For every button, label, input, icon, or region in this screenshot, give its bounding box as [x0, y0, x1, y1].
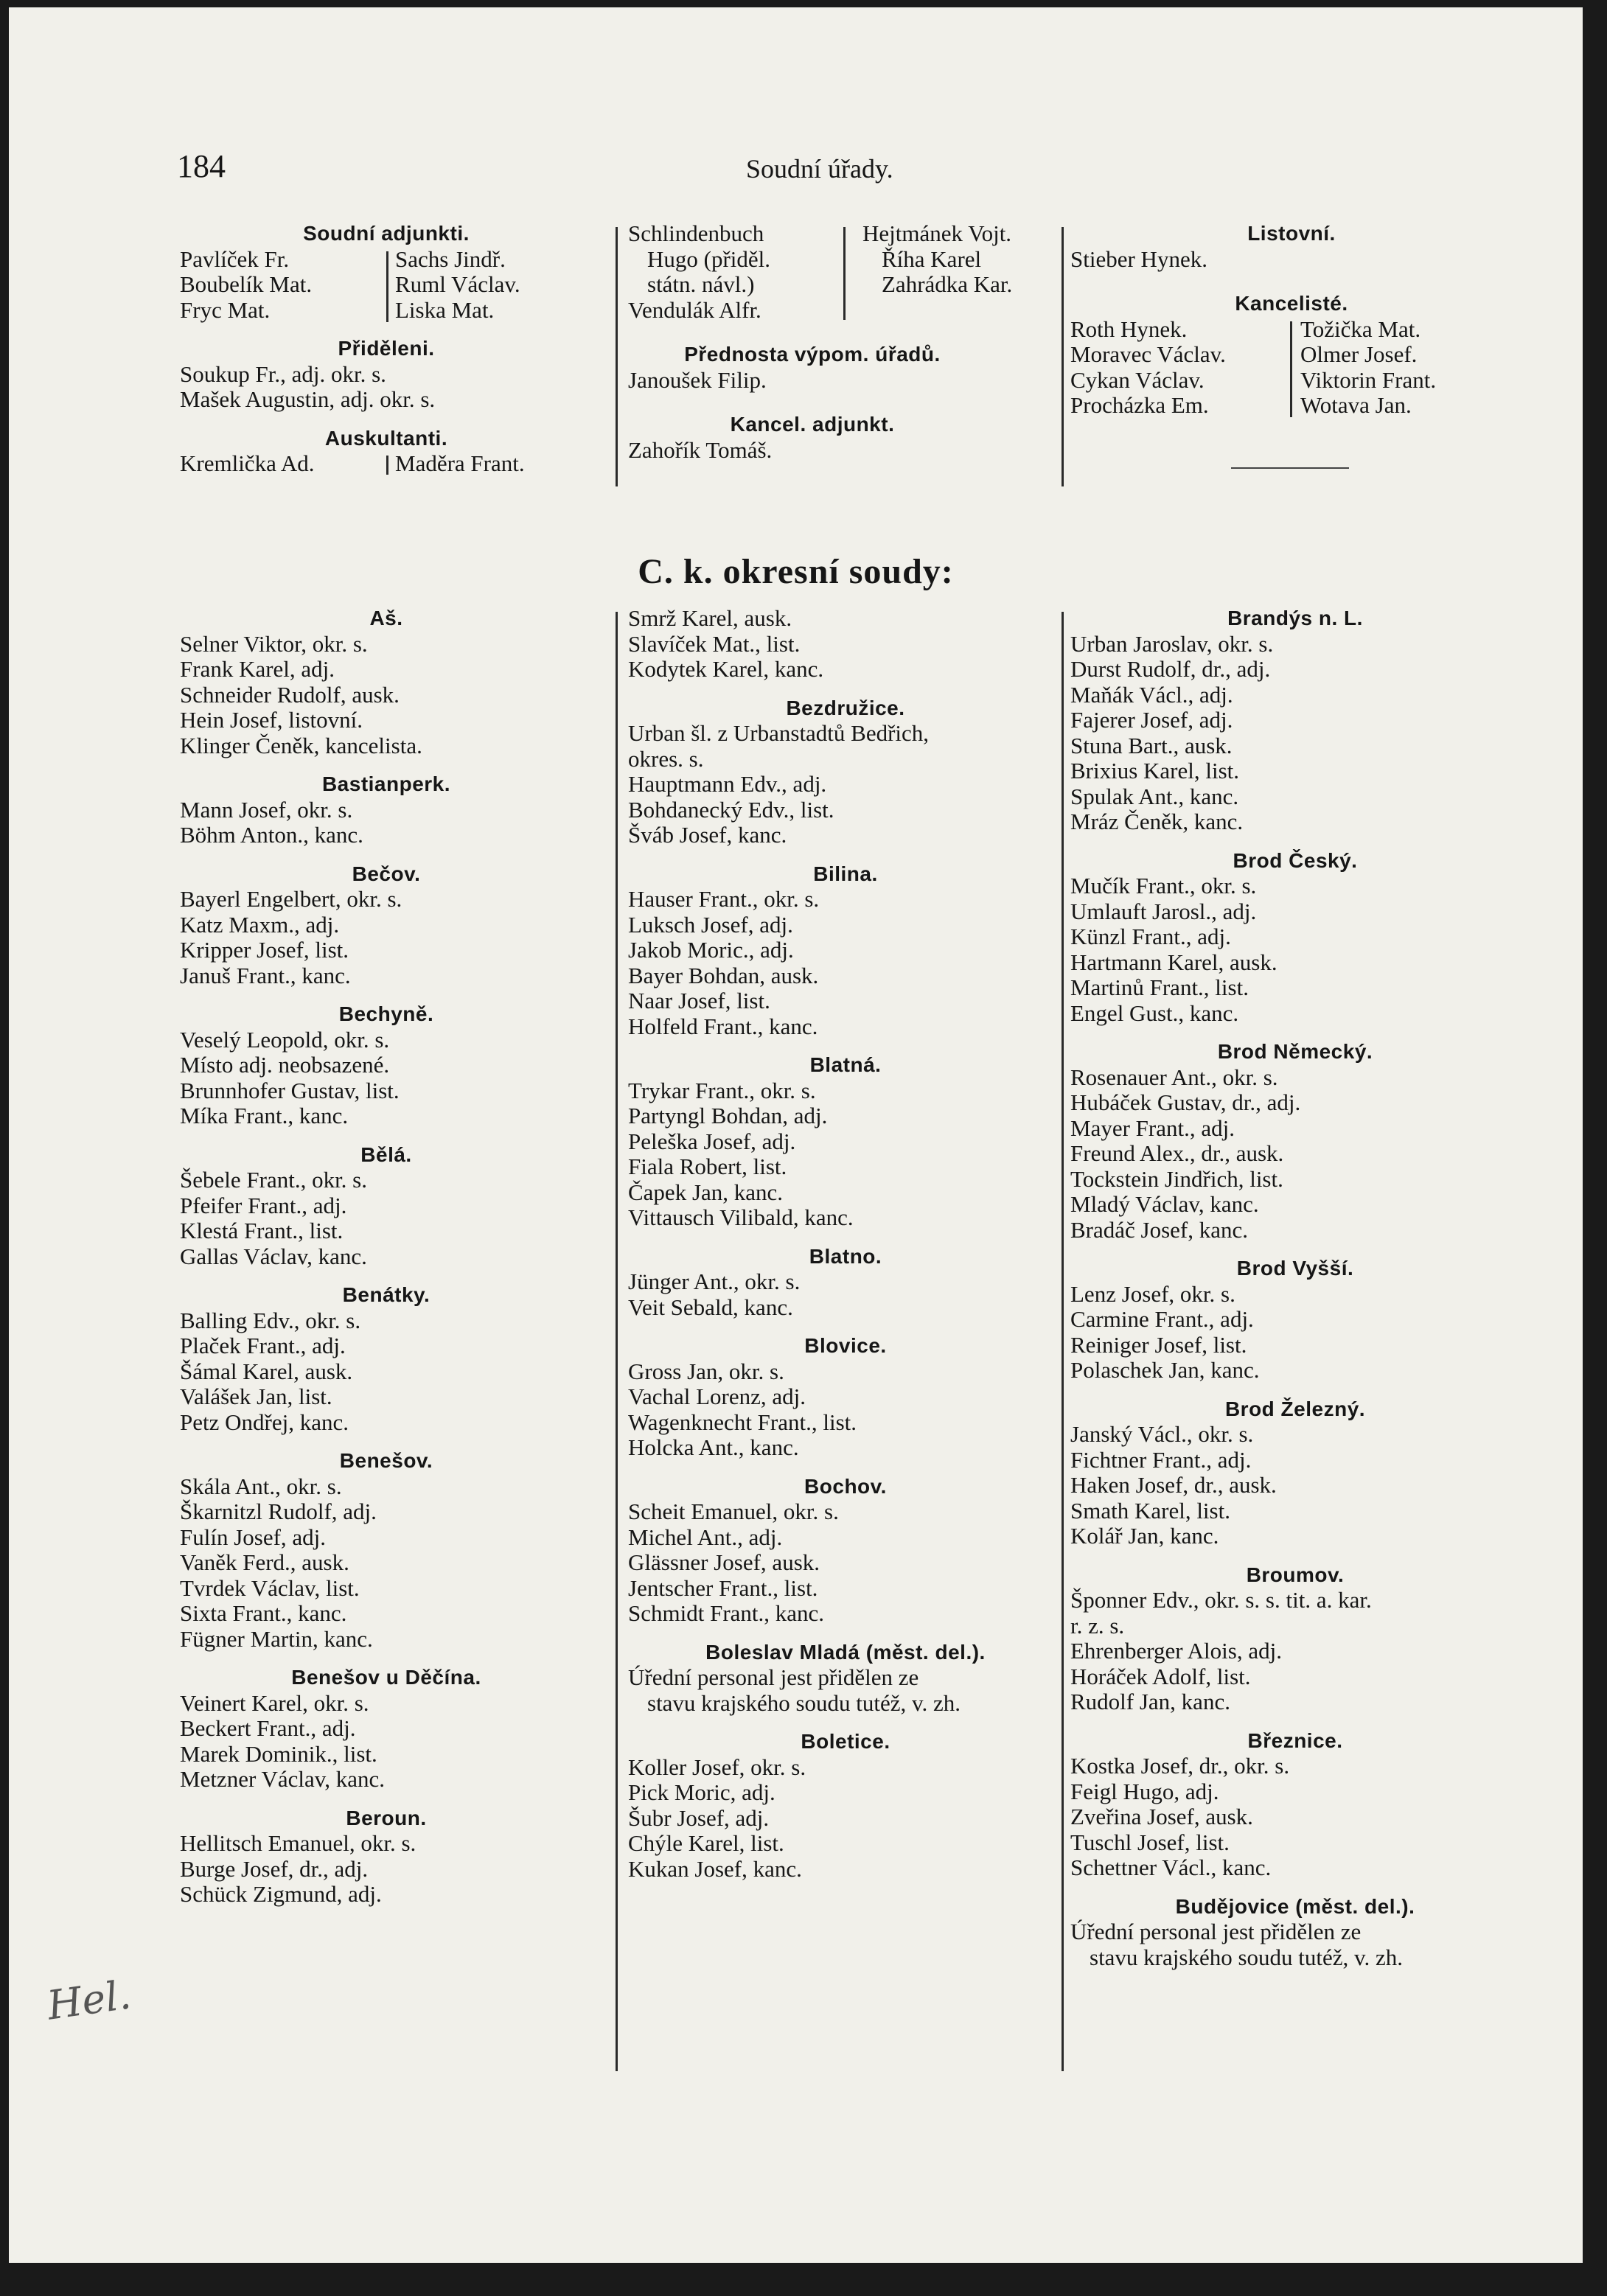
entry: Vittausch Vilibald, kanc.	[628, 1204, 854, 1230]
running-header: Soudní úřady.	[746, 154, 893, 184]
court-heading: Blatno.	[809, 1244, 882, 1268]
entry: Hauptmann Edv., adj.	[628, 771, 827, 797]
entry: r. z. s.	[1070, 1612, 1125, 1639]
entry: Šebele Frant., okr. s.	[180, 1167, 367, 1193]
column-rule	[1062, 227, 1064, 486]
auskultant-name: Kremlička Ad.	[180, 450, 315, 476]
entry: Engel Gust., kanc.	[1070, 999, 1239, 1026]
entry: Sixta Frant., kanc.	[180, 1600, 347, 1626]
adjunkt-name: Liska Mat.	[395, 296, 495, 323]
entry: stavu krajského soudu tutéž, v. zh.	[647, 1689, 961, 1716]
handwritten-margin-note: Hel.	[44, 1971, 134, 2029]
entry: Schück Zigmund, adj.	[180, 1881, 382, 1907]
entry: Stieber Hynek.	[1070, 245, 1207, 272]
entry: Gross Jan, okr. s.	[628, 1358, 784, 1384]
court-heading: Bechyně.	[338, 1002, 434, 1025]
court-heading: Beroun.	[346, 1806, 427, 1829]
entry: Marek Dominik., list.	[180, 1740, 377, 1767]
kancelista-name: Wotava Jan.	[1300, 392, 1412, 418]
entry: Burge Josef, dr., adj.	[180, 1855, 369, 1882]
page-number: 184	[177, 148, 226, 184]
court-heading: Březnice.	[1247, 1728, 1343, 1752]
entry: Selner Viktor, okr. s.	[180, 630, 368, 657]
court-heading: Benátky.	[342, 1283, 430, 1306]
entry: Rudolf Jan, kanc.	[1070, 1689, 1230, 1714]
entry: okres. s.	[628, 745, 704, 772]
top-middle-block	[628, 221, 1070, 463]
entry: Úřední personal jest přidělen ze	[1070, 1919, 1362, 1944]
court-heading: Budějovice (měst. del.).	[1175, 1894, 1415, 1918]
entry: Beckert Frant., adj.	[180, 1715, 356, 1741]
kancelista-name: Procházka Em.	[1070, 392, 1209, 418]
entry: Janský Václ., okr. s.	[1070, 1421, 1254, 1447]
entry: Chýle Karel, list.	[628, 1830, 784, 1856]
adjunkt-name: Ruml Václav.	[395, 271, 520, 297]
entry: Veinert Karel, okr. s.	[180, 1689, 369, 1716]
entry: Skála Ant., okr. s.	[180, 1473, 342, 1499]
entry: Tockstein Jindřich, list.	[1070, 1165, 1283, 1192]
closing-rule	[1231, 467, 1349, 469]
entry: Böhm Anton., kanc.	[180, 822, 363, 848]
entry: Mašek Augustin, adj. okr. s.	[180, 386, 436, 412]
court-heading: Brod Český.	[1233, 848, 1358, 872]
entry: Valášek Jan, list.	[180, 1383, 332, 1409]
entry: Polaschek Jan, kanc.	[1070, 1357, 1260, 1383]
entry: Stuna Bart., ausk.	[1070, 732, 1233, 758]
column-rule	[1062, 612, 1064, 2071]
court-heading: Brod Železný.	[1224, 1397, 1366, 1420]
adjunkt-name: Sachs Jindř.	[395, 245, 506, 272]
entry: Fajerer Josef, adj.	[1070, 707, 1233, 733]
kancelista-name: Cykan Václav.	[1070, 366, 1205, 393]
entry: Naar Josef, list.	[628, 988, 770, 1013]
adjunkt-name: Pavlíček Fr.	[180, 245, 290, 272]
entry: Haken Josef, dr., ausk.	[1070, 1472, 1277, 1498]
document-page	[9, 7, 1583, 2263]
entry: Říha Karel	[882, 245, 982, 272]
entry: Hugo (přiděl.	[647, 245, 771, 272]
entry: Hauser Frant., okr. s.	[628, 886, 820, 912]
entry: Koller Josef, okr. s.	[628, 1754, 806, 1780]
entry: Peleška Josef, adj.	[628, 1128, 796, 1154]
entry: Pfeifer Frant., adj.	[180, 1192, 347, 1218]
entry: Balling Edv., okr. s.	[180, 1307, 361, 1333]
court-heading: Boletice.	[801, 1730, 890, 1753]
auskultanti-row	[180, 451, 593, 477]
heading-prideleni: Přiděleni.	[338, 337, 435, 360]
entry: Carmine Frant., adj.	[1070, 1306, 1254, 1332]
entry: Místo adj. neobsazené.	[180, 1052, 390, 1078]
court-heading: Bochov.	[804, 1474, 887, 1498]
entry: Fügner Martin, kanc.	[180, 1625, 373, 1652]
entry: Mučík Frant., okr. s.	[1070, 873, 1257, 898]
entry: Fiala Robert, list.	[628, 1154, 787, 1179]
kancelista-name: Tožička Mat.	[1300, 315, 1421, 342]
entry: Tuschl Josef, list.	[1070, 1829, 1230, 1855]
kancelista-name: Viktorin Frant.	[1300, 366, 1437, 393]
entry: Smath Karel, list.	[1070, 1497, 1230, 1524]
court-heading: Brod Německý.	[1217, 1040, 1373, 1063]
column-3	[1070, 606, 1520, 1970]
entry: Škarnitzl Rudolf, adj.	[180, 1498, 377, 1524]
entry: Míka Frant., kanc.	[180, 1103, 349, 1128]
entry: Partyngl Bohdan, adj.	[628, 1103, 828, 1128]
entry: Plaček Frant., adj.	[180, 1333, 346, 1358]
court-heading: Bastianperk.	[321, 772, 451, 795]
entry: Luksch Josef, adj.	[628, 911, 793, 938]
entry: Vendulák Alfr.	[628, 296, 761, 323]
entry: Bayer Bohdan, ausk.	[628, 962, 819, 988]
entry: Jentscher Frant., list.	[628, 1574, 818, 1601]
entry: Smrž Karel, ausk.	[628, 605, 792, 631]
entry: Brunnhofer Gustav, list.	[180, 1077, 400, 1103]
entry: Šubr Josef, adj.	[628, 1804, 770, 1831]
heading-listovni: Listovní.	[1247, 222, 1336, 245]
entry: Šámal Karel, ausk.	[180, 1358, 353, 1384]
entry: Reiniger Josef, list.	[1070, 1331, 1247, 1358]
court-heading: Bezdružice.	[786, 696, 905, 719]
top-left-block	[180, 221, 593, 477]
kancelista-name: Olmer Josef.	[1300, 341, 1418, 367]
entry: Čapek Jan, kanc.	[628, 1179, 784, 1205]
entry: Gallas Václav, kanc.	[180, 1243, 367, 1269]
entry: Holcka Ant., kanc.	[628, 1434, 799, 1460]
entry: Maňák Václ., adj.	[1070, 681, 1233, 708]
entry: Hartmann Karel, ausk.	[1070, 949, 1277, 975]
entry: Hein Josef, listovní.	[180, 707, 363, 733]
entry: Schettner Václ., kanc.	[1070, 1854, 1272, 1880]
entry: Soukup Fr., adj. okr. s.	[180, 360, 386, 387]
entry: Martinů Frant., list.	[1070, 974, 1249, 1000]
heading-soudni-adjunkti: Soudní adjunkti.	[303, 222, 470, 245]
court-heading: Bělá.	[360, 1142, 412, 1166]
heading-kanceliste: Kancelisté.	[1235, 292, 1348, 315]
entry: Holfeld Frant., kanc.	[628, 1013, 818, 1039]
entry: Horáček Adolf, list.	[1070, 1663, 1251, 1689]
heading-kancel-adjunkt: Kancel. adjunkt.	[730, 413, 895, 436]
entry: Hellitsch Emanuel, okr. s.	[180, 1830, 416, 1856]
entry: Klestá Frant., list.	[180, 1218, 344, 1243]
column-1	[180, 606, 593, 1908]
top-right-block	[1070, 221, 1513, 419]
column-divider	[1290, 321, 1292, 417]
entry: Klinger Čeněk, kancelista.	[180, 732, 422, 758]
entry: Veselý Leopold, okr. s.	[180, 1026, 390, 1053]
entry: Ehrenberger Alois, adj.	[1070, 1638, 1282, 1664]
entry: Šváb Josef, kanc.	[628, 822, 787, 848]
entry: Feigl Hugo, adj.	[1070, 1778, 1219, 1804]
kanceliste-table	[1070, 317, 1513, 419]
entry: Úřední personal jest přidělen ze	[628, 1664, 919, 1690]
entry: Glässner Josef, ausk.	[628, 1549, 820, 1575]
entry: Kolář Jan, kanc.	[1070, 1523, 1219, 1549]
entry: Jakob Moric., adj.	[628, 937, 794, 963]
entry: Vachal Lorenz, adj.	[628, 1383, 806, 1409]
entry: Trykar Frant., okr. s.	[628, 1077, 816, 1103]
entry: Kodytek Karel, kanc.	[628, 656, 824, 682]
entry: Januš Frant., kanc.	[180, 962, 351, 988]
column-rule	[616, 612, 618, 2071]
heading-auskultanti: Auskultanti.	[324, 426, 448, 450]
entry: Bradáč Josef, kanc.	[1070, 1216, 1249, 1243]
entry: Umlauft Jarosl., adj.	[1070, 898, 1257, 924]
entry: Katz Maxm., adj.	[180, 911, 340, 938]
column-divider	[386, 456, 388, 475]
entry: Mráz Čeněk, kanc.	[1070, 809, 1244, 834]
entry: Janoušek Filip.	[628, 366, 767, 393]
entry: Petz Ondřej, kanc.	[180, 1409, 349, 1435]
entry: Zveřina Josef, ausk.	[1070, 1804, 1253, 1829]
court-heading: Aš.	[369, 607, 403, 629]
court-heading: Bilina.	[813, 862, 878, 885]
column-divider	[386, 251, 388, 322]
adjunkti-table	[180, 247, 593, 324]
entry: Urban šl. z Urbanstadtů Bedřich,	[628, 720, 930, 746]
entry: Schlindenbuch	[628, 220, 764, 246]
adjunkt-name: Fryc Mat.	[180, 296, 271, 323]
entry: Schmidt Frant., kanc.	[628, 1600, 825, 1626]
entry: Bohdanecký Edv., list.	[628, 796, 834, 823]
court-heading: Benešov u Děčína.	[291, 1666, 481, 1689]
entry: Tvrdek Václav, list.	[180, 1574, 360, 1601]
court-heading: Broumov.	[1246, 1563, 1345, 1586]
court-heading: Blatná.	[809, 1053, 882, 1076]
column-rule	[616, 227, 618, 486]
entry: Brixius Karel, list.	[1070, 758, 1240, 784]
entry: Metzner Václav, kanc.	[180, 1766, 386, 1792]
entry: Lenz Josef, okr. s.	[1070, 1280, 1235, 1307]
entry: Kostka Josef, dr., okr. s.	[1070, 1753, 1290, 1779]
entry: Michel Ant., adj.	[628, 1524, 783, 1550]
auskultant-name: Maděra Frant.	[395, 450, 525, 476]
column-2	[628, 606, 1063, 1882]
court-heading: Brod Vyšší.	[1236, 1257, 1354, 1280]
entry: stavu krajského soudu tutéž, v. zh.	[1090, 1944, 1404, 1970]
entry: Spulak Ant., kanc.	[1070, 783, 1239, 809]
court-heading: Brandýs n. L.	[1227, 607, 1363, 629]
entry: Pick Moric, adj.	[628, 1779, 775, 1805]
entry: Künzl Frant., adj.	[1070, 924, 1231, 949]
entry: Urban Jaroslav, okr. s.	[1070, 630, 1274, 657]
entry: Scheit Emanuel, okr. s.	[628, 1498, 839, 1524]
entry: Frank Karel, adj.	[180, 656, 335, 682]
court-heading: Blovice.	[804, 1334, 887, 1357]
entry: Hejtmánek Vojt.	[862, 220, 1012, 246]
kancelista-name: Roth Hynek.	[1070, 315, 1188, 342]
adjunkt-name: Boubelík Mat.	[180, 271, 313, 297]
court-heading: Benešov.	[339, 1449, 433, 1472]
entry: Šponner Edv., okr. s. s. tit. a. kar.	[1070, 1587, 1372, 1613]
entry: Mayer Frant., adj.	[1070, 1114, 1235, 1141]
entry: Rosenauer Ant., okr. s.	[1070, 1064, 1278, 1090]
entry: Zahrádka Kar.	[882, 271, 1013, 297]
entry: Schneider Rudolf, ausk.	[180, 681, 400, 708]
entry: Fichtner Frant., adj.	[1070, 1446, 1252, 1473]
entry: Durst Rudolf, dr., adj.	[1070, 656, 1271, 682]
entry: Slavíček Mat., list.	[628, 630, 801, 657]
entry: Bayerl Engelbert, okr. s.	[180, 886, 402, 912]
column-divider	[843, 227, 846, 320]
entry: Mann Josef, okr. s.	[180, 796, 353, 823]
kancelista-name: Moravec Václav.	[1070, 341, 1226, 367]
heading-prednosta: Přednosta výpom. úřadů.	[684, 343, 941, 366]
entry: státn. návl.)	[647, 271, 755, 297]
entry: Veit Sebald, kanc.	[628, 1294, 793, 1320]
entry: Hubáček Gustav, dr., adj.	[1070, 1089, 1301, 1115]
entry: Vaněk Ferd., ausk.	[180, 1549, 349, 1575]
entry: Fulín Josef, adj.	[180, 1524, 327, 1550]
entry: Wagenknecht Frant., list.	[628, 1409, 857, 1435]
court-heading: Boleslav Mladá (měst. del.).	[705, 1640, 986, 1664]
entry: Mladý Václav, kanc.	[1070, 1191, 1259, 1217]
court-heading: Bečov.	[352, 862, 421, 885]
entry: Zahořík Tomáš.	[628, 436, 773, 463]
entry: Kukan Josef, kanc.	[628, 1855, 802, 1882]
entry: Kripper Josef, list.	[180, 937, 349, 963]
schlindenbuch-table	[628, 221, 1070, 323]
entry: Jünger Ant., okr. s.	[628, 1269, 801, 1294]
entry: Freund Alex., dr., ausk.	[1070, 1140, 1284, 1166]
section-title: C. k. okresní soudy:	[638, 552, 954, 591]
